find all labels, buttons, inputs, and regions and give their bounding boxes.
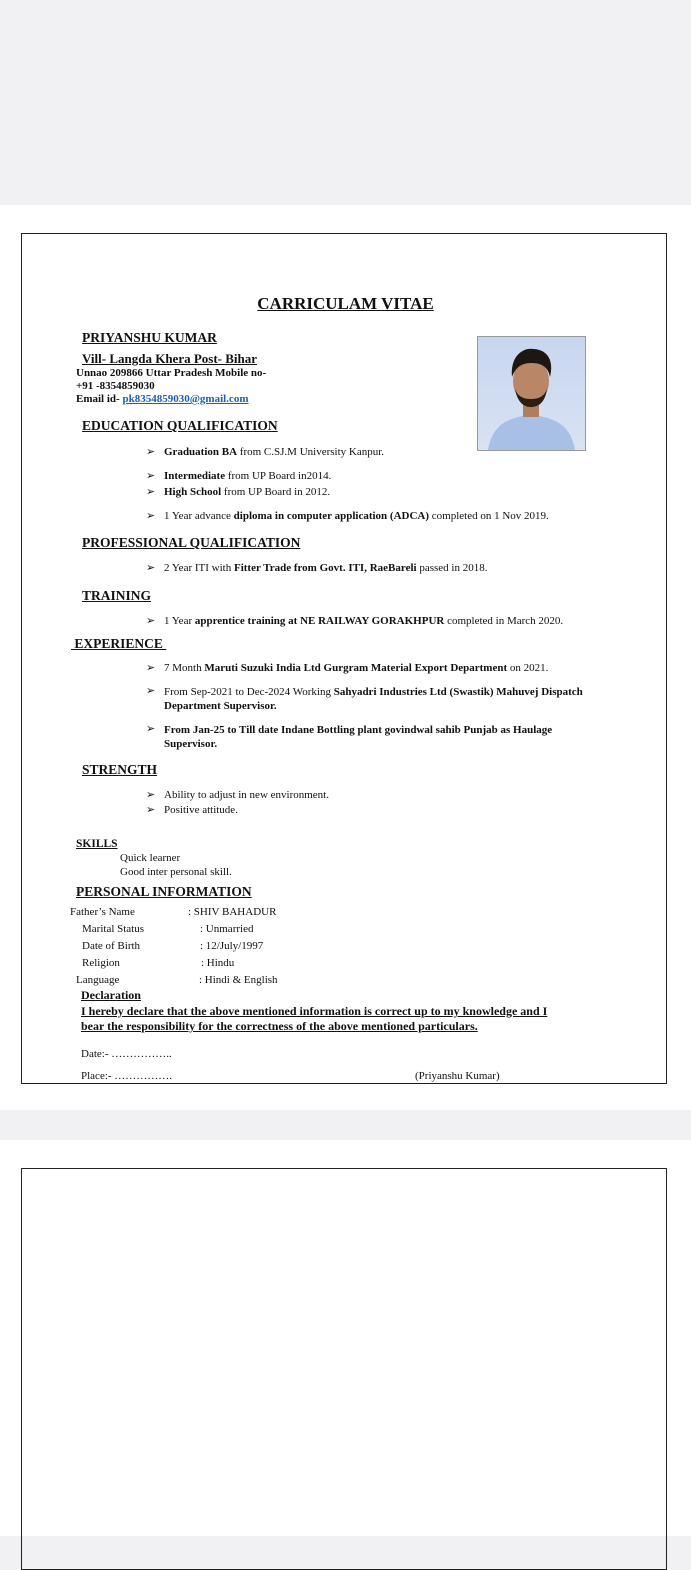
item-text: from C.SJ.M University Kanpur. [237, 446, 385, 458]
arrow-right-icon: ➢ [146, 470, 156, 482]
arrow-right-icon: ➢ [146, 685, 156, 697]
item-bold: Intermediate [164, 470, 226, 482]
info-label: Religion [82, 957, 120, 969]
item-text: passed in 2018. [416, 562, 488, 574]
arrow-right-icon: ➢ [146, 510, 156, 522]
item-bold: diploma in computer application (ADCA) [233, 510, 430, 522]
arrow-right-icon: ➢ [146, 615, 156, 627]
item-text: 2 Year ITI with [164, 562, 234, 574]
skill-item: Good inter personal skill. [120, 866, 232, 878]
item-text: from UP Board in2014. [225, 470, 332, 482]
place-field: Place:- ……………. [81, 1070, 173, 1082]
item-bold: Fitter Trade from Govt. ITI, RaeBareli [233, 562, 417, 574]
profile-photo [477, 336, 586, 451]
arrow-right-icon: ➢ [146, 723, 156, 735]
item-text: on 2021. [507, 662, 549, 674]
info-value: : 12/July/1997 [200, 940, 264, 952]
info-label: Father’s Name [70, 906, 135, 918]
document-title: CARRICULAM VITAE [257, 294, 434, 313]
phone: +91 -8354859030 [76, 380, 155, 392]
email-link[interactable]: pk8354859030@gmail.com [122, 393, 249, 405]
item-text: From Sep-2021 to Dec-2024 Working [164, 686, 334, 698]
item-bold: Sahyadri Industries Ltd (Swastik) Mahuvej Dispatch Department Supervisor. [164, 686, 583, 712]
info-value: : Unmarried [200, 923, 254, 935]
item-bold: Maruti Suzuki India Ltd Gurgram Material Export Department [204, 662, 508, 674]
info-label: Date of Birth [82, 940, 141, 952]
item-bold: From Jan-25 to Till date Indane Bottling plant govindwal sahib Punjab as Haulage Supervisor. [164, 724, 553, 750]
email-label: Email id- [76, 393, 123, 405]
item-text: completed on 1 Nov 2019. [429, 510, 549, 522]
info-value: : SHIV BAHADUR [188, 906, 277, 918]
page-2-border [21, 1168, 667, 1570]
arrow-right-icon: ➢ [146, 446, 156, 458]
info-label: Marital Status [82, 923, 145, 935]
arrow-right-icon: ➢ [146, 486, 156, 498]
arrow-right-icon: ➢ [146, 789, 156, 801]
info-label: Language [76, 974, 120, 986]
item-text: 1 Year [164, 615, 195, 627]
item-text: 7 Month [164, 662, 205, 674]
address-line-2: Unnao 209866 Uttar Pradesh Mobile no- [76, 367, 267, 379]
signature-name: (Priyanshu Kumar) [415, 1070, 500, 1082]
email-row [76, 393, 249, 405]
skills-heading: SKILLS [76, 838, 118, 850]
training-heading: TRAINING [82, 588, 152, 603]
item-text: 1 Year advance [164, 510, 234, 522]
item-text: completed in March 2020. [444, 615, 564, 627]
address-line-1: Vill- Langda Khera Post- Bihar [82, 351, 258, 366]
arrow-right-icon: ➢ [146, 562, 156, 574]
declaration-line-1: I hereby declare that the above mentioned information is correct up to my knowledge and I [81, 1004, 548, 1018]
item-bold: Graduation BA [164, 446, 238, 458]
declaration-line-2: bear the responsibility for the correctness of the above mentioned particulars. [81, 1019, 478, 1033]
experience-heading: EXPERIENCE [71, 636, 167, 651]
declaration-heading: Declaration [81, 988, 141, 1002]
arrow-right-icon: ➢ [146, 662, 156, 674]
item-bold: High School [164, 486, 222, 498]
date-field: Date:- …………….. [81, 1048, 172, 1060]
info-value: : Hindi & English [199, 974, 278, 986]
candidate-name: PRIYANSHU KUMAR [82, 330, 217, 345]
item-bold: apprentice training at NE RAILWAY GORAKHPUR [194, 615, 445, 627]
education-heading: EDUCATION QUALIFICATION [82, 418, 278, 433]
professional-heading: PROFESSIONAL QUALIFICATION [82, 535, 301, 550]
skill-item: Quick learner [120, 852, 181, 864]
personal-heading: PERSONAL INFORMATION [76, 884, 252, 899]
info-value: : Hindu [201, 957, 235, 969]
arrow-right-icon: ➢ [146, 804, 156, 816]
person-photo-icon [478, 337, 585, 450]
strength-heading: STRENGTH [82, 762, 158, 777]
item-text: from UP Board in 2012. [221, 486, 331, 498]
